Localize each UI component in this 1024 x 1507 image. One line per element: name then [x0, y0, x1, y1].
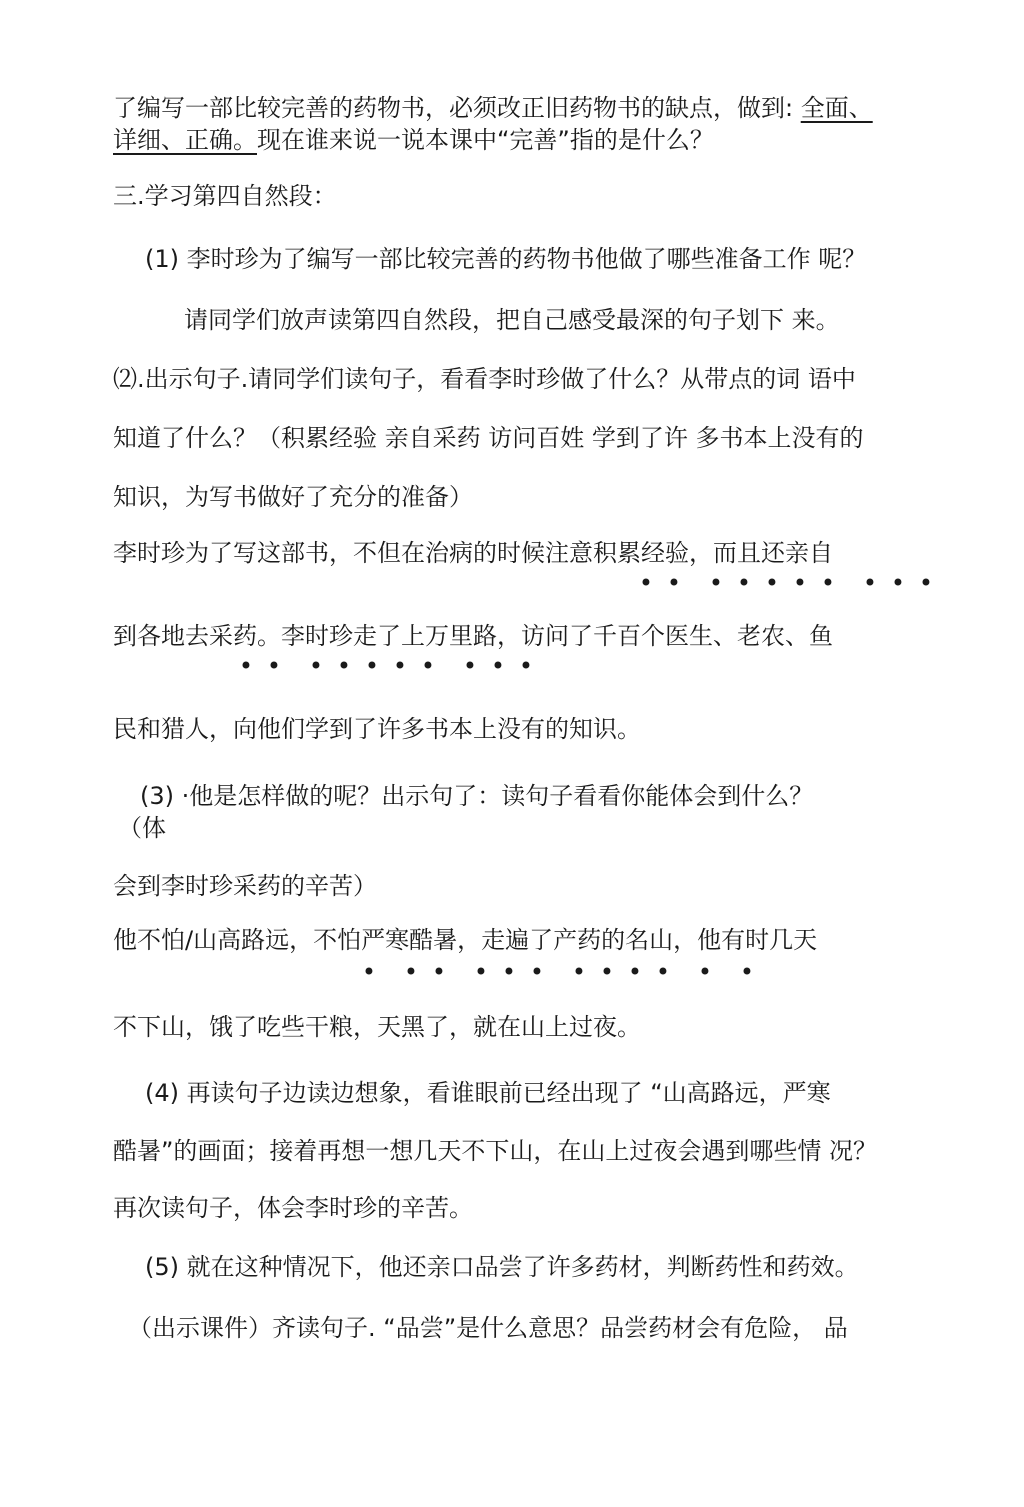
- paragraph-line-1: [113, 93, 873, 123]
- emphasis-dot: •: [364, 652, 380, 680]
- quote-2-line-2: 不下山，饿了吃些干粮，天黑了，就在山上过夜。: [113, 1013, 641, 1041]
- emphasis-dot: •: [420, 652, 436, 680]
- emphasis-dot: •: [638, 569, 654, 597]
- emphasis-dot: •: [666, 569, 682, 597]
- emphasis-dots-row-1: [632, 569, 940, 597]
- emphasis-dot: •: [462, 652, 478, 680]
- quote-1-line-2: 到各地去采药。李时珍走了上万里路，访问了千百个医生、老农、鱼: [113, 622, 833, 650]
- emphasis-dot: •: [490, 652, 506, 680]
- emphasis-dot: •: [403, 958, 419, 986]
- emphasis-dots-row-2: [232, 652, 540, 680]
- question-5-line-2: （出示课件）齐读句子. “品尝”是什么意思？品尝药材会有危险， 品: [128, 1314, 848, 1342]
- quote-2-line-1: 他不怕/山高路远，不怕严寒酷暑，走遍了产药的名山，他有时几天: [113, 926, 818, 954]
- emphasis-dot: •: [431, 958, 447, 986]
- emphasis-dot: •: [336, 652, 352, 680]
- emphasis-dot: •: [627, 958, 643, 986]
- question-4-line-3: 再次读句子，体会李时珍的辛苦。: [113, 1194, 473, 1222]
- question-2-line-3: 知识，为写书做好了充分的准备）: [113, 483, 473, 511]
- emphasis-dots-row-3: [355, 958, 761, 986]
- quote-1-line-1: 李时珍为了写这部书，不但在治病的时候注意积累经验，而且还亲自: [113, 539, 833, 567]
- question-2-line-2: 知道了什么？（积累经验 亲自采药 访问百姓 学到了许 多书本上没有的: [113, 424, 864, 452]
- emphasis-dot: •: [792, 569, 808, 597]
- emphasis-dot: •: [820, 569, 836, 597]
- line-2-text: 现在谁来说一说本课中“完善”指的是什么？: [257, 126, 714, 154]
- emphasis-dot: •: [571, 958, 587, 986]
- emphasis-dot: •: [308, 652, 324, 680]
- emphasis-dot: •: [392, 652, 408, 680]
- emphasis-dot: •: [473, 958, 489, 986]
- emphasis-dot: •: [655, 958, 671, 986]
- question-1: (1) 李时珍为了编写一部比较完善的药物书他做了哪些准备工作 呢？: [145, 245, 867, 273]
- question-5-line-1: (5) 就在这种情况下，他还亲口品尝了许多药材，判断药性和药效。: [145, 1253, 859, 1281]
- emphasis-dot: •: [697, 958, 713, 986]
- paragraph-line-2: [113, 125, 714, 155]
- question-4-line-2: 酷暑”的画面；接着再想一想几天不下山，在山上过夜会遇到哪些情 况？: [113, 1137, 878, 1165]
- question-3-answer-start: （体: [118, 814, 166, 842]
- emphasis-dot: •: [361, 958, 377, 986]
- underlined-phrase-detailed-correct: 详细、正确。: [113, 126, 257, 154]
- emphasis-dot: •: [739, 958, 755, 986]
- question-3-answer-end: 会到李时珍采药的辛苦）: [113, 872, 377, 900]
- emphasis-dot: •: [266, 652, 282, 680]
- emphasis-dot: •: [501, 958, 517, 986]
- emphasis-dot: •: [862, 569, 878, 597]
- emphasis-dot: •: [238, 652, 254, 680]
- question-3: (3) ·他是怎样做的呢？出示句了：读句子看看你能体会到什么？: [140, 782, 814, 810]
- emphasis-dot: •: [736, 569, 752, 597]
- question-4-line-1: (4) 再读句子边读边想象，看谁眼前已经出现了 “山高路远，严寒: [145, 1079, 831, 1107]
- emphasis-dot: •: [918, 569, 934, 597]
- emphasis-dot: •: [518, 652, 534, 680]
- emphasis-dot: •: [764, 569, 780, 597]
- emphasis-dot: •: [890, 569, 906, 597]
- underlined-phrase-comprehensive: 全面、: [800, 94, 873, 122]
- emphasis-dot: •: [529, 958, 545, 986]
- quote-1-line-3: 民和猎人，向他们学到了许多书本上没有的知识。: [113, 715, 641, 743]
- section-heading: 三.学习第四自然段：: [113, 182, 337, 210]
- emphasis-dot: •: [708, 569, 724, 597]
- instruction-read-aloud: 请同学们放声读第四自然段，把自己感受最深的句子划下 来。: [184, 306, 840, 334]
- line-1-text: 了编写一部比较完善的药物书，必须改正旧药物书的缺点，做到:: [113, 94, 801, 122]
- emphasis-dot: •: [599, 958, 615, 986]
- question-2-line-1: ⑵.出示句子.请同学们读句子，看看李时珍做了什么？从带点的词 语中: [113, 365, 856, 393]
